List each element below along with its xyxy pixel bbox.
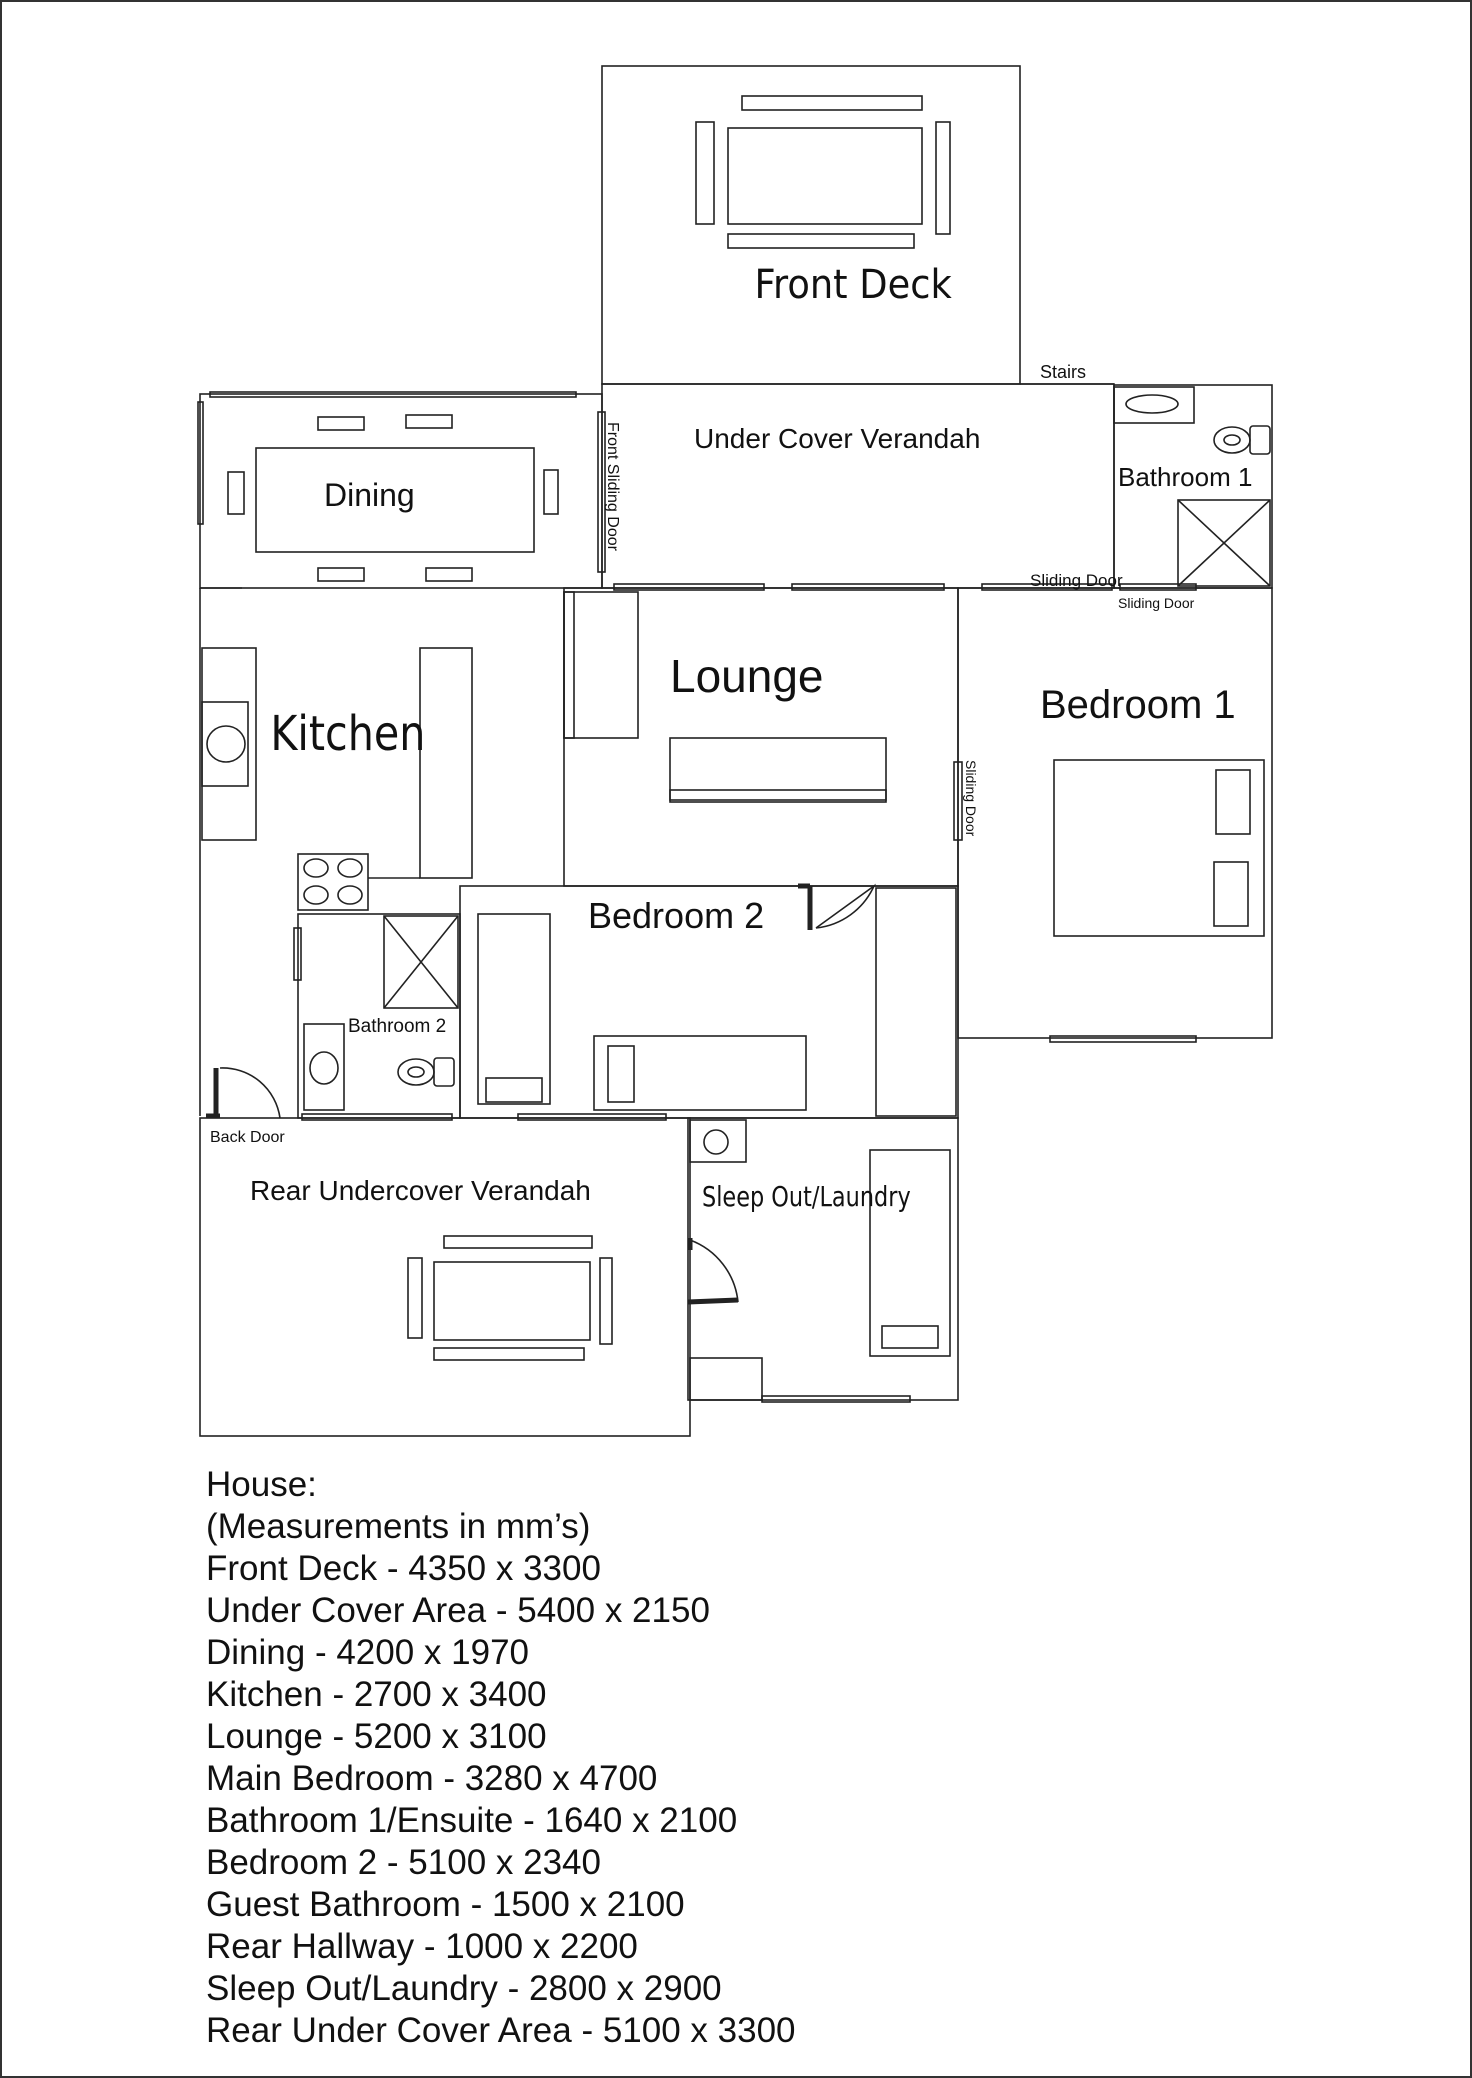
deck-bench-left [696, 122, 714, 224]
legend-title: House: [206, 1465, 317, 1504]
rear-verandah-outline [200, 1118, 690, 1436]
back-door-label: Back Door [210, 1129, 285, 1146]
legend-item: Under Cover Area - 5400 x 2150 [206, 1591, 710, 1630]
lounge-outline [564, 588, 958, 886]
verandah-outline [602, 384, 1114, 588]
legend-item: Sleep Out/Laundry - 2800 x 2900 [206, 1969, 722, 2008]
sleepout-label: Sleep Out/Laundry [702, 1179, 911, 1213]
front-sliding-door-label: Front Sliding Door [604, 422, 621, 551]
bathroom2-label: Bathroom 2 [348, 1016, 447, 1037]
legend-item: Kitchen - 2700 x 3400 [206, 1675, 547, 1714]
laundry-tub [690, 1120, 746, 1162]
stairs-label: Stairs [1040, 362, 1087, 382]
rear-table [434, 1262, 590, 1340]
bedroom2-bed-right [594, 1036, 806, 1110]
bedroom1-label: Bedroom 1 [1040, 683, 1236, 727]
lounge-right-sliding-door-label: Sliding Door [963, 760, 979, 837]
legend-item: Rear Under Cover Area - 5100 x 3300 [206, 2011, 796, 2050]
bedroom1-window [1050, 1036, 1196, 1042]
lounge-sliding-door-label: Sliding Door [1030, 571, 1123, 590]
bath1-toilet-icon [1214, 427, 1250, 453]
deck-bench-right [936, 122, 950, 234]
bedroom2-door-swing [816, 886, 874, 928]
deck-table [728, 128, 922, 224]
lounge-label: Lounge [670, 650, 824, 702]
bath1-basin-bowl [1126, 395, 1178, 413]
bedroom2-window [518, 1114, 666, 1120]
legend-item: Front Deck - 4350 x 3300 [206, 1549, 601, 1588]
back-door-swing [220, 1068, 280, 1118]
legend-item: Guest Bathroom - 1500 x 2100 [206, 1885, 685, 1924]
bathroom1-sliding-door-label: Sliding Door [1118, 595, 1195, 611]
front-deck-label: Front Deck [754, 261, 952, 309]
under-cover-verandah-label: Under Cover Verandah [694, 423, 981, 454]
legend-item: Main Bedroom - 3280 x 4700 [206, 1759, 658, 1798]
bedroom2-wardrobe [876, 888, 956, 1116]
lounge-window-right [792, 584, 944, 590]
bedroom2-label: Bedroom 2 [588, 895, 765, 936]
legend-item: Bathroom 1/Ensuite - 1640 x 2100 [206, 1801, 738, 1840]
legend-item: Dining - 4200 x 1970 [206, 1633, 529, 1672]
bedroom2-bed-left [478, 914, 550, 1104]
rear-verandah-label: Rear Undercover Verandah [250, 1175, 591, 1206]
kitchen-sink [207, 726, 245, 762]
bath2-toilet-icon [398, 1059, 434, 1085]
deck-bench-bottom [728, 234, 914, 248]
bathroom1-sliding-door [1120, 584, 1196, 590]
sleepout-window [762, 1396, 910, 1402]
kitchen-bench-island [420, 648, 472, 878]
lounge-sofa [564, 592, 638, 738]
front-deck-outline [602, 66, 1020, 384]
sleepout-door-swing [690, 1240, 738, 1302]
measurements-legend [206, 1464, 1306, 2052]
dining-label: Dining [324, 477, 415, 513]
kitchen-label: Kitchen [270, 704, 426, 762]
bedroom1-outline [958, 588, 1272, 1038]
legend-item: Lounge - 5200 x 3100 [206, 1717, 547, 1756]
bedroom1-bed [1054, 760, 1264, 936]
floor-plan-drawing [2, 2, 1472, 1462]
legend-item: Rear Hallway - 1000 x 2200 [206, 1927, 638, 1966]
bathroom1-label: Bathroom 1 [1118, 462, 1253, 492]
legend-item: Bedroom 2 - 5100 x 2340 [206, 1843, 601, 1882]
legend-units: (Measurements in mm’s) [206, 1507, 591, 1546]
deck-bench-top [742, 96, 922, 110]
lounge-window-left [614, 584, 764, 590]
